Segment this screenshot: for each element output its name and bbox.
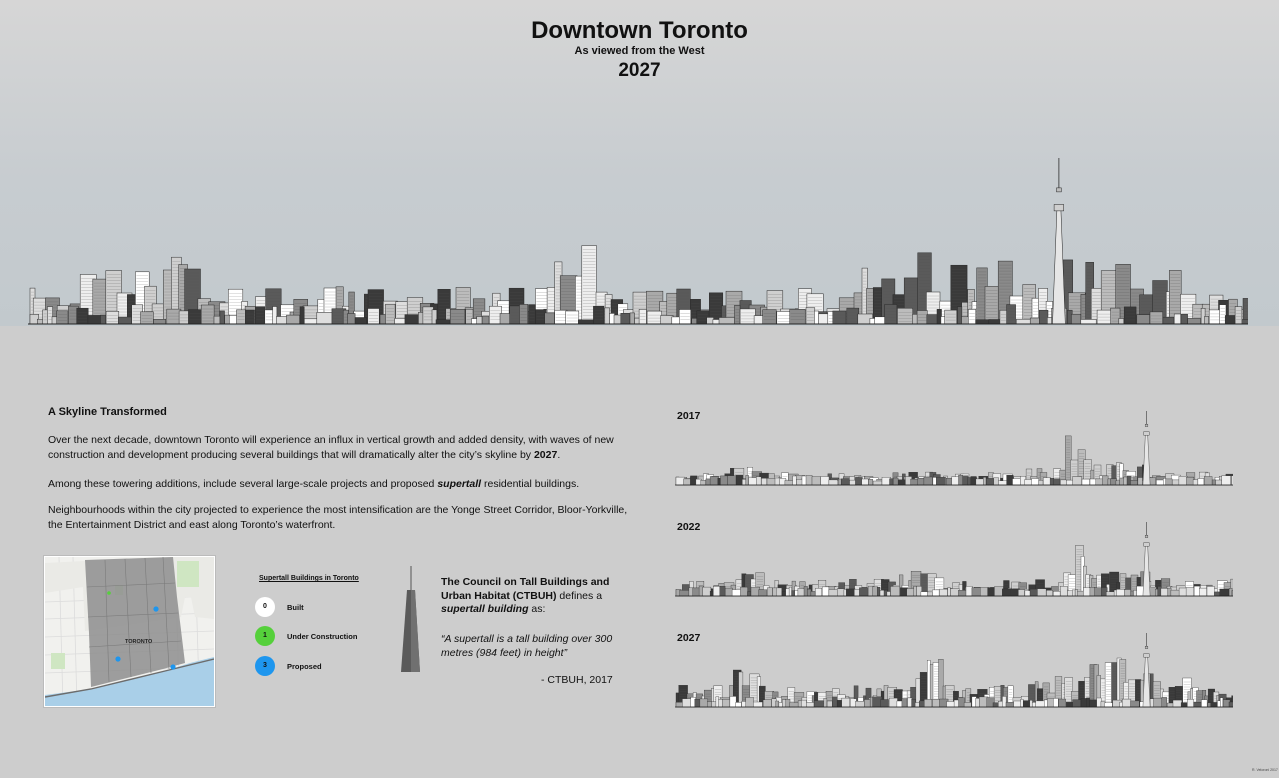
ctbuh-as: as: <box>528 603 546 615</box>
timeline-year-2017: 2017 <box>677 410 701 422</box>
paragraph-additions <box>48 477 638 492</box>
page-subtitle: As viewed from the West <box>574 45 705 57</box>
paragraph-additions-text: Among these towering additions, include several large-scale projects and proposed <box>48 478 438 490</box>
ctbuh-term: supertall building <box>441 603 529 615</box>
timeline-year-2027: 2027 <box>677 632 701 644</box>
paragraph-intro-year: 2027 <box>533 448 558 461</box>
paragraph-additions-emphasis: supertall <box>437 478 482 490</box>
legend-title: Supertall Buildings in Toronto <box>259 575 359 582</box>
ctbuh-definition <box>441 576 621 617</box>
page-year: 2027 <box>618 60 661 81</box>
author-credit: R. Veloroni 2017 <box>1252 768 1278 772</box>
supertall-tower-icon <box>398 566 424 674</box>
legend-proposed-dot: 3 <box>255 656 275 676</box>
skyline-2022-illustration <box>675 516 1233 598</box>
page-title: Downtown Toronto <box>531 17 748 44</box>
legend-under-construction-label: Under Construction <box>287 632 358 641</box>
toronto-map <box>44 556 215 707</box>
ctbuh-quote: “A supertall is a tall building over 300 metres (984 feet) in height” <box>441 633 613 659</box>
legend-built-label: Built <box>287 603 304 612</box>
timeline-year-2022: 2022 <box>677 521 701 533</box>
paragraph-additions-end: residential buildings. <box>481 478 580 490</box>
section-heading: A Skyline Transformed <box>48 406 167 418</box>
paragraph-neighbourhoods: Neighbourhoods within the city projected to experience the most intensification are the Yonge Street Corridor, Bloor-Yorkville, the Entertainment District and east along Toronto’s waterfront. <box>48 504 628 531</box>
legend-proposed-label: Proposed <box>287 662 322 671</box>
paragraph-intro-end: . <box>557 448 561 461</box>
skyline-2017-illustration <box>675 405 1233 487</box>
legend-under-construction-dot: 1 <box>255 626 275 646</box>
skyline-2027-illustration <box>675 627 1233 709</box>
paragraph-intro <box>48 433 638 462</box>
ctbuh-org-name: The Council on Tall Buildings and Urban Habitat (CTBUH) <box>441 576 610 602</box>
main-skyline-illustration <box>28 155 1248 325</box>
legend-built-dot: 0 <box>255 597 275 617</box>
ctbuh-defines: defines a <box>556 589 603 602</box>
map-city-label: TORONTO <box>125 639 153 645</box>
ctbuh-citation: - CTBUH, 2017 <box>541 674 613 686</box>
paragraph-intro-text: Over the next decade, downtown Toronto will experience an influx in vertical growth and added density, with waves of new construction and development producing several buildings that will dramatically alter the city’s skyline by <box>48 434 614 461</box>
